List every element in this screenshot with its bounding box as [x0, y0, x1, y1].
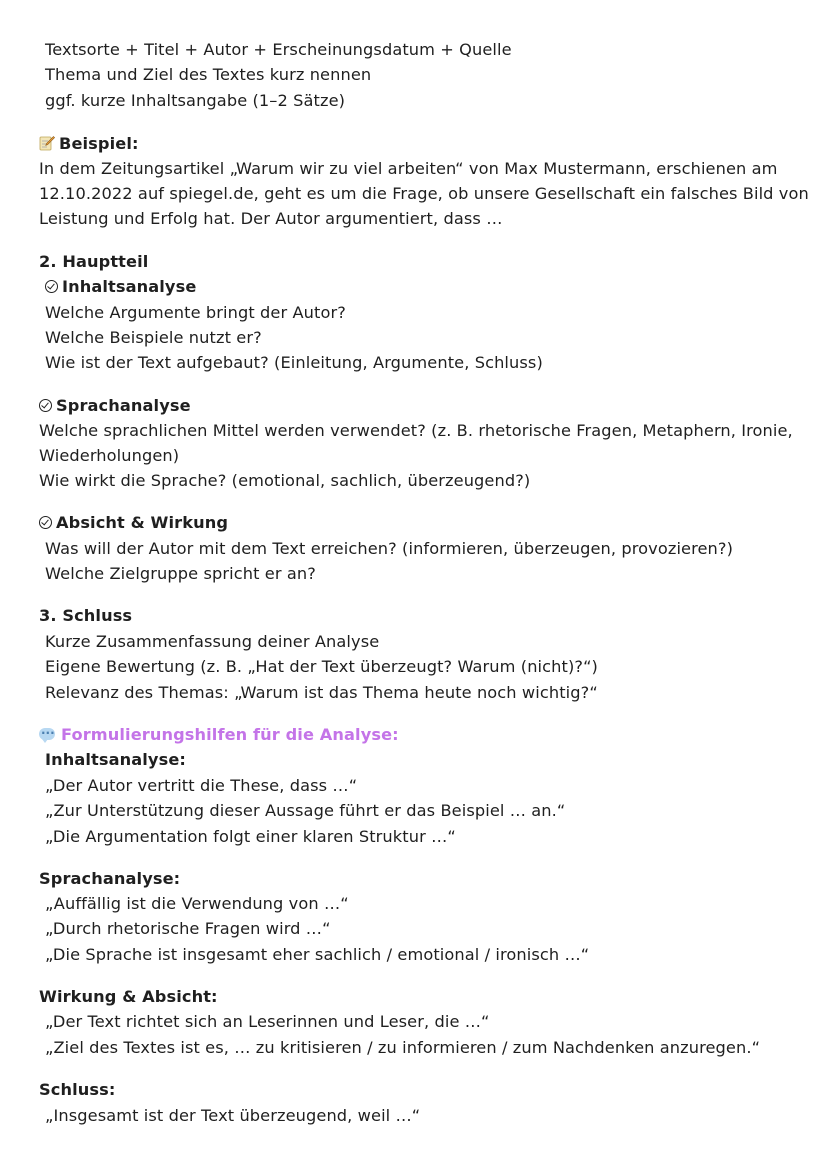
sprachanalyse-heading: Sprachanalyse	[56, 396, 191, 415]
schluss-heading: 3. Schluss	[39, 606, 133, 625]
fh-sprachanalyse-line: „Die Sprache ist insgesamt eher sachlich / emotional / ironisch …“	[45, 945, 590, 964]
fh-wirkung-line: „Der Text richtet sich an Leserinnen und Leser, die …“	[45, 1012, 490, 1031]
beispiel-heading-row	[39, 132, 139, 158]
schluss-line: Kurze Zusammenfassung deiner Analyse	[45, 632, 380, 651]
absicht-heading-row	[39, 511, 228, 535]
fh-inhaltsanalyse-heading: Inhaltsanalyse:	[45, 750, 186, 769]
sprachanalyse-line: Welche sprachlichen Mittel werden verwendet? (z. B. rhetorische Fragen, Metaphern, Ironie,	[39, 421, 793, 440]
fh-wirkung-line: „Ziel des Textes ist es, … zu kritisieren / zu informieren / zum Nachdenken anzuregen.“	[45, 1038, 761, 1057]
fh-sprachanalyse-heading: Sprachanalyse:	[39, 869, 181, 888]
intro-line: Thema und Ziel des Textes kurz nennen	[45, 65, 372, 84]
absicht-line: Was will der Autor mit dem Text erreichen? (informieren, überzeugen, provozieren?)	[45, 539, 734, 558]
sprachanalyse-heading-row	[39, 394, 191, 418]
formulierungshilfen-heading: Formulierungshilfen für die Analyse:	[61, 725, 399, 744]
schluss-line: Relevanz des Themas: „Warum ist das Thema heute noch wichtig?“	[45, 683, 598, 702]
beispiel-line: Leistung und Erfolg hat. Der Autor argumentiert, dass …	[39, 209, 503, 228]
memo-icon	[39, 134, 55, 158]
fh-schluss-line: „Insgesamt ist der Text überzeugend, weil …“	[45, 1106, 421, 1125]
inhaltsanalyse-heading: Inhaltsanalyse	[62, 277, 197, 296]
check-circle-icon	[39, 516, 52, 529]
intro-line: ggf. kurze Inhaltsangabe (1–2 Sätze)	[45, 91, 346, 110]
beispiel-line: 12.10.2022 auf spiegel.de, geht es um die Frage, ob unsere Gesellschaft ein falsches Bild von	[39, 184, 809, 203]
fh-sprachanalyse-line: „Auffällig ist die Verwendung von …“	[45, 894, 349, 913]
beispiel-line: In dem Zeitungsartikel „Warum wir zu viel arbeiten“ von Max Mustermann, erschienen am	[39, 159, 778, 178]
fh-sprachanalyse-line: „Durch rhetorische Fragen wird …“	[45, 919, 331, 938]
inhaltsanalyse-line: Welche Argumente bringt der Autor?	[45, 303, 346, 322]
fh-schluss-heading: Schluss:	[39, 1080, 116, 1099]
inhaltsanalyse-line: Wie ist der Text aufgebaut? (Einleitung, Argumente, Schluss)	[45, 353, 543, 372]
speech-bubble-icon	[39, 728, 55, 740]
sprachanalyse-line: Wiederholungen)	[39, 446, 180, 465]
intro-line: Textsorte + Titel + Autor + Erscheinungsdatum + Quelle	[45, 40, 512, 59]
formulierungshilfen-heading-row	[39, 723, 399, 747]
fh-wirkung-heading: Wirkung & Absicht:	[39, 987, 218, 1006]
check-circle-icon	[39, 399, 52, 412]
hauptteil-heading: 2. Hauptteil	[39, 252, 149, 271]
beispiel-heading: Beispiel:	[59, 134, 139, 153]
inhaltsanalyse-heading-row	[45, 275, 196, 299]
inhaltsanalyse-line: Welche Beispiele nutzt er?	[45, 328, 262, 347]
fh-inhaltsanalyse-line: „Der Autor vertritt die These, dass …“	[45, 776, 358, 795]
sprachanalyse-line: Wie wirkt die Sprache? (emotional, sachlich, überzeugend?)	[39, 471, 531, 490]
check-circle-icon	[45, 280, 58, 293]
fh-inhaltsanalyse-line: „Zur Unterstützung dieser Aussage führt er das Beispiel … an.“	[45, 801, 566, 820]
schluss-line: Eigene Bewertung (z. B. „Hat der Text überzeugt? Warum (nicht)?“)	[45, 657, 598, 676]
absicht-line: Welche Zielgruppe spricht er an?	[45, 564, 316, 583]
fh-inhaltsanalyse-line: „Die Argumentation folgt einer klaren Struktur …“	[45, 827, 456, 846]
absicht-heading: Absicht & Wirkung	[56, 513, 229, 532]
